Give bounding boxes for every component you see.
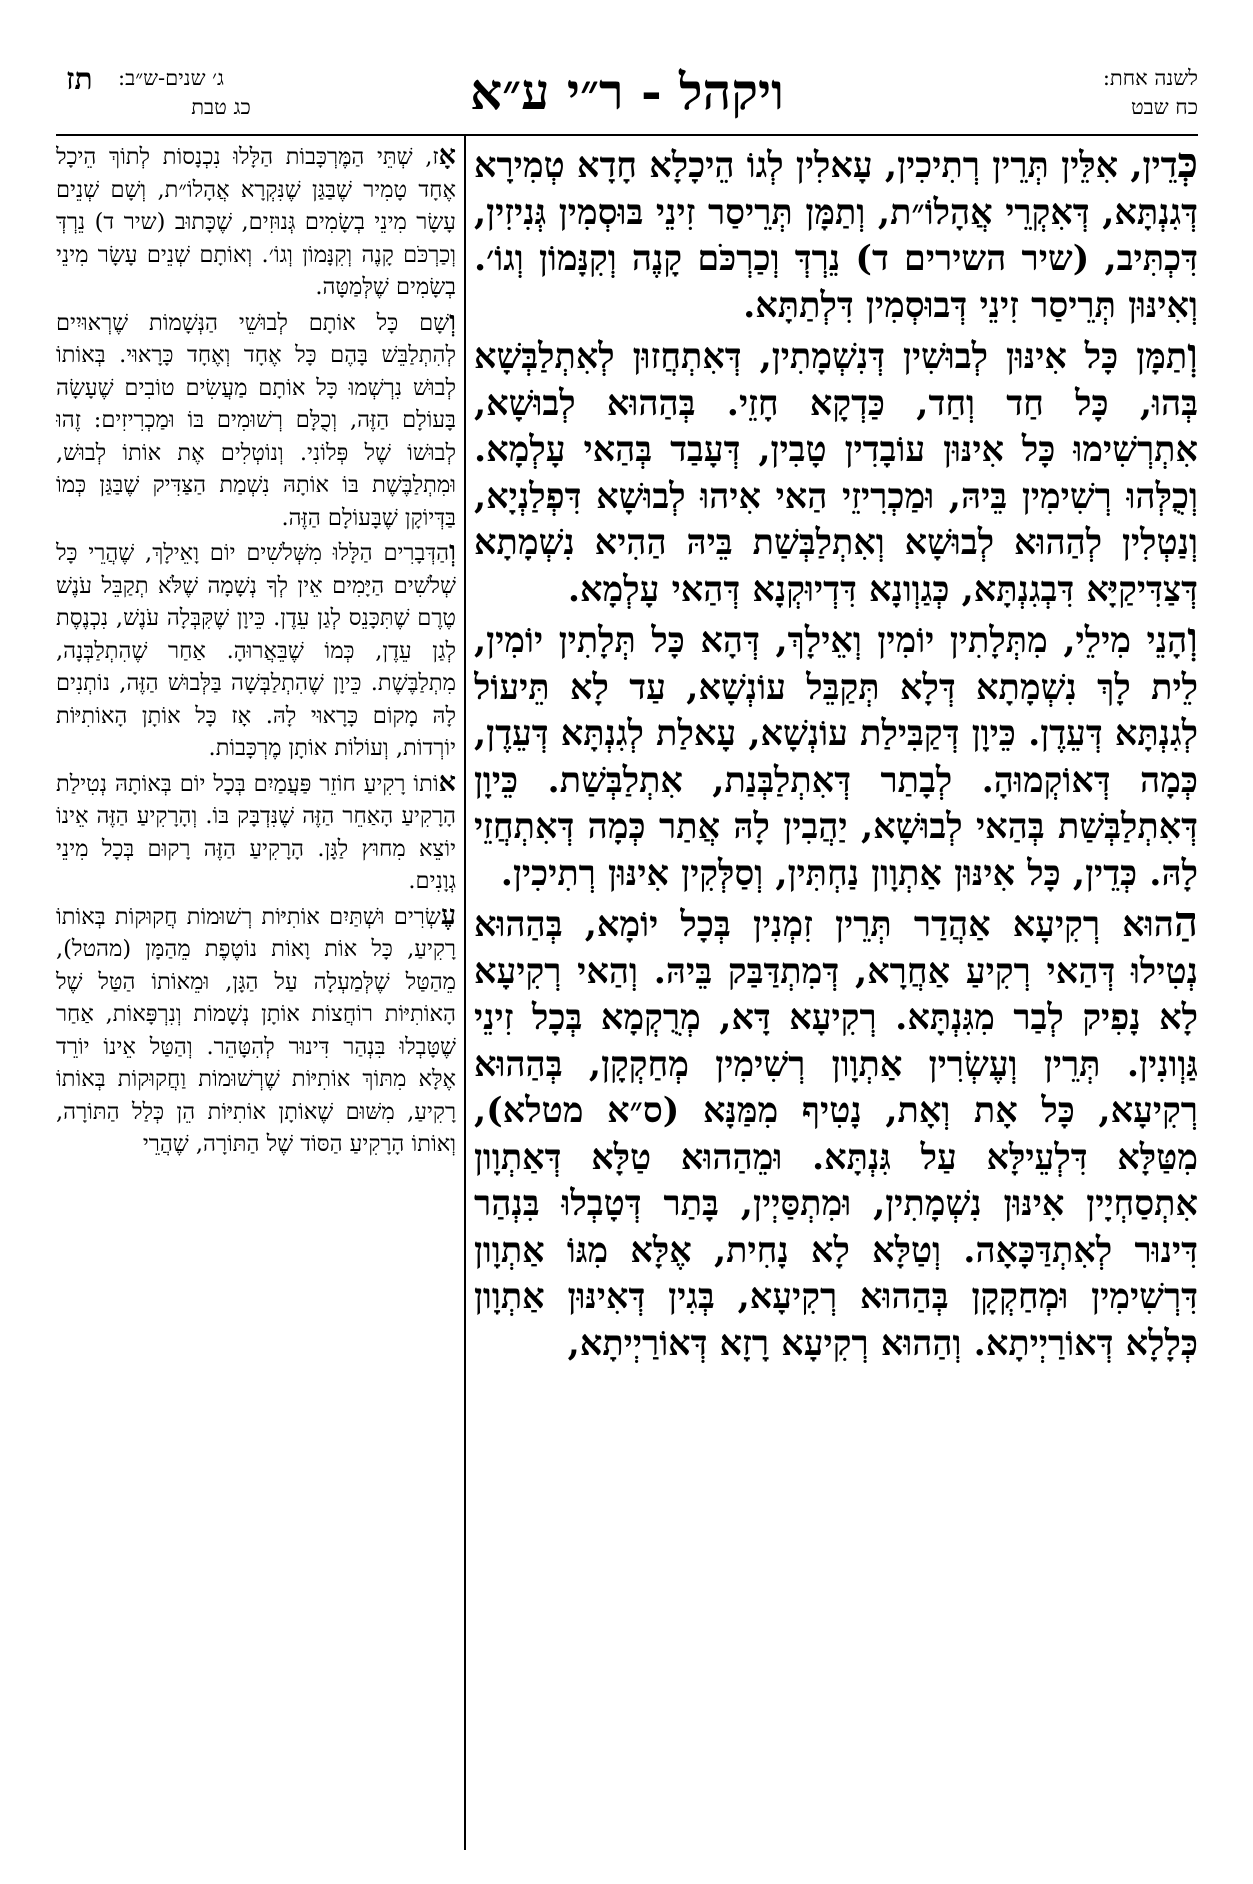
header-rule [56,134,1198,136]
page-number: תז [66,62,93,97]
zohar-text-column [474,140,1198,1850]
translation-paragraph: אָז, שְׁתֵּי הַמֶּרְכָּבוֹת הַלָּלוּ נִכְנָסוֹת לְתוֹךְ הֵיכָל אֶחָד טָמִיר שֶׁבַּגַּן שֶׁנִּקְרָא אֲהָלוֹ״ת, וְשָׁם שְׁנֵים עָשָׂר מִינֵי בְשָׂמִים גְּנוּזִים, שֶׁכָּתוּב (שיר ד) נֵרְדְּ וְכַרְכֹּם קָנֶה וְקִנָּמוֹן וְגוֹ׳. וְאוֹתָם שְׁנֵים עָשָׂר מִינֵי בְשָׂמִים שֶׁלְּמַטָּה. [56,140,456,300]
zohar-paragraph: וְתַמָּן כָּל אִינּוּן לְבוּשִׁין דְּנִשְׁמָתִין, דְּאִתְחֲזוּן לְאִתְלַבְּשָׁא בְּהוּ, כָּל חַד וְחַד, כַּדְקָא חָזֵי. בְּהַהוּא לְבוּשָׁא, אִתְרְשִׁימוּ כָּל אִינּוּן עוֹבָדִין טָבִין, דְּעָבַד בְּהַאי עָלְמָא. וְכֻלְּהוּ רְשִׁימִין בֵּיהּ, וּמַכְרִיזֵי הַאי אִיהוּ לְבוּשָׁא דִּפְלַנְיָא, וְנַטְלִין לְהַהוּא לְבוּשָׁא וְאִתְלַבְּשַׁת בֵּיהּ הַהִיא נִשְׁמָתָא דְּצַדִּיקַיָּא דִּבְגִנְתָּא, כְּגַוְונָא דִּדְיוּקְנָא דְּהַאי עָלְמָא. [474,329,1198,610]
translation-paragraph: וְהַדְּבָרִים הַלָּלוּ מִשְּׁלֹשִׁים יוֹם וָאֵילָךְ, שֶׁהֲרֵי כָּל שְׁלֹשִׁים הַיָּמִים אֵין לְךָ נְשָׁמָה שֶׁלֹּא תְקַבֵּל עֹנֶשׁ טֶרֶם שֶׁתִּכָּנֵס לְגַן עֵדֶן. כֵּיוָן שֶׁקִּבְּלָה עֹנֶשׁ, נִכְנֶסֶת לְגַן עֵדֶן, כְּמוֹ שֶׁבֵּאֲרוּהָ. אַחַר שֶׁהִתְלַבְּנָה, מִתְלַבֶּשֶׁת. כֵּיוָן שֶׁהִתְלַבְּשָׁה בַּלְּבוּשׁ הַזֶּה, נוֹתְנִים לָהּ מָקוֹם כָּרָאוּי לָהּ. אָז כָּל אוֹתָן הָאוֹתִיּוֹת יוֹרְדוֹת, וְעוֹלוֹת אוֹתָן מֶרְכָּבוֹת. [56,536,456,761]
header-label-right-bottom: כח שבט [1130,95,1198,119]
header-three-year-label [56,64,386,122]
page-title: ויקהל - ר״י ע״א [470,62,784,121]
translation-paragraph: וְשָׁם כָּל אוֹתָם לְבוּשֵׁי הַנְּשָׁמוֹת שֶׁרְאוּיִים לְהִתְלַבֵּשׁ בָּהֶם כָּל אֶחָד וְאֶחָד כָּרָאוּי. בְּאוֹתוֹ לְבוּשׁ נִרְשְׁמוּ כָּל אוֹתָם מַעֲשִׂים טוֹבִים שֶׁעָשָׂה בָּעוֹלָם הַזֶּה, וְכֻלָּם רְשׁוּמִים בּוֹ וּמַכְרִיזִים: זֶהוּ לְבוּשׁוֹ שֶׁל פְּלוֹנִי. וְנוֹטְלִים אֶת אוֹתוֹ לְבוּשׁ, וּמִתְלַבֶּשֶׁת בּוֹ אוֹתָהּ נִשְׁמַת הַצַּדִּיק שֶׁבַּגַּן כְּמוֹ בַּדְּיוֹקָן שֶׁבָּעוֹלָם הַזֶּה. [56,305,456,531]
translation-column [56,140,456,1850]
translation-paragraph: אוֹתוֹ רָקִיעַ חוֹזֵר פַּעֲמַיִם בְּכָל יוֹם בְּאוֹתָהּ נְטִילַת הָרָקִיעַ הָאַחֵר הַזֶּה שֶׁנִּדְבָּק בּוֹ. וְהָרָקִיעַ הַזֶּה אֵינוֹ יוֹצֵא מִחוּץ לַגָּן. הָרָקִיעַ הַזֶּה רָקוּם בְּכָל מִינֵי גְוָנִים. [56,766,456,894]
column-divider [464,134,466,1850]
zohar-paragraph: כְּדֵין, אִלֵּין תְּרֵין רְתִיכִין, עָאלִין לְגוֹ הֵיכָלָא חָדָא טְמִירָא דְּגִנְתָּא, דְּאִקְרֵי אֲהָלוֹ״ת, וְתַמָּן תְּרֵיסַר זִינֵי בּוּסְמִין גְּנִיזִין, דִּכְתִּיב, (שיר השירים ד) נֵרְדְּ וְכַרְכֹּם קָנֶה וְקִנָּמוֹן וְגוֹ׳. וְאִינּוּן תְּרֵיסַר זִינֵי דְּבוּסְמִין דִּלְתַתָּא. [474,140,1198,326]
header-label-left-bottom: כג טבת [191,95,251,119]
header-label-left-top: ג׳ שנים-ש״ב: [118,66,224,90]
page-header [56,56,1198,134]
translation-paragraph: עֶשְׂרִים וּשְׁתַּיִם אוֹתִיּוֹת רְשׁוּמוֹת חֲקוּקוֹת בְּאוֹתוֹ רָקִיעַ, כָּל אוֹת וָאוֹת נוֹטֶפֶת מֵהַמָּן (מהטל), מֵהַטַּל שֶׁלְּמַעְלָה עַל הַגָּן, וּמֵאוֹתוֹ הַטַּל שֶׁל הָאוֹתִיּוֹת רוֹחֲצוֹת אוֹתָן נְשָׁמוֹת וְנִרְפָּאוֹת, אַחַר שֶׁטָּבְלוּ בִּנְהַר דִּינוּר לְהִטָּהֵר. וְהַטַּל אֵינוֹ יוֹרֵד אֶלָּא מִתּוֹךְ אוֹתִיּוֹת שֶׁרְשׁוּמוֹת וַחֲקוּקוֹת בְּאוֹתוֹ רָקִיעַ, מִשּׁוּם שֶׁאוֹתָן אוֹתִיּוֹת הֵן כְּלַל הַתּוֹרָה, וְאוֹתוֹ הָרָקִיעַ הַסּוֹד שֶׁל הַתּוֹרָה, שֶׁהֲרֵי [56,899,456,1157]
zohar-paragraph: וְהָנֵי מִילֵי, מִתְּלָתִין יוֹמִין וְאֵילָךְ, דְּהָא כָּל תְּלָתִין יוֹמִין, לֵית לָךְ נִשְׁמָתָא דְּלָא תְּקַבֵּל עוֹנְשָׁא, עַד לָא תֵּיעוֹל לְגִנְתָּא דְּעֵדֶן. כֵּיוָן דְּקַבִּילַת עוֹנְשָׁא, עָאלַת לְגִנְתָּא דְּעֵדֶן, כְּמָה דְּאוֹקְמוּהָ. לְבָתַר דְּאִתְלַבְּנַת, אִתְלַבְּשַׁת. כֵּיוָן דְּאִתְלַבְּשַׁת בְּהַאי לְבוּשָׁא, יַהֲבִין לָהּ אֲתַר כְּמָה דְּאִתְחֲזֵי לָהּ. כְּדֵין, כָּל אִינּוּן אַתְוָון נַחְתִּין, וְסַלְּקִין אִינּוּן רְתִיכִין. [474,613,1198,894]
zohar-paragraph: הַהוּא רְקִיעָא אַהֲדַר תְּרֵין זִמְנִין בְּכָל יוֹמָא, בְּהַהוּא נְטִילוּ דְּהַאי רְקִיעַ אַחֲרָא, דְּמִתְדַּבַּק בֵּיהּ. וְהַאי רְקִיעָא לָא נָפִיק לְבַר מִגִּנְתָּא. רְקִיעָא דָּא, מְרֻקְמָא בְּכָל זִינֵי גַּוְונִין. תְּרֵין וְעֶשְׂרִין אַתְוָון רְשִׁימִין מְחַקְקָן, בְּהַהוּא רְקִיעָא, כָּל אָת וְאָת, נָטִיף מִמַּנָּא (ס״א מטלא), מִטַּלָּא דִּלְעֵילָּא עַל גִּנְתָּא. וּמֵהַהוּא טַלָּא דְּאַתְוָון אִתְסַחְיָין אִינּוּן נִשְׁמָתִין, וּמִתְסַּיְין, בָּתַר דְּטָבְלוּ בִּנְהַר דִּינוּר לְאִתְדַּכָּאָה. וְטַלָּא לָא נָחִית, אֶלָּא מִגּוֹ אַתְוָון דִּרְשִׁימִין וּמְחַקְקָן בְּהַהוּא רְקִיעָא, בְּגִין דְּאִינּוּן אַתְוָון כְּלָלָא דְּאוֹרַיְיתָא. וְהַהוּא רְקִיעָא רָזָא דְּאוֹרַיְיתָא, [474,897,1198,1364]
header-label-right-top: לשנה אחת: [1102,66,1198,90]
